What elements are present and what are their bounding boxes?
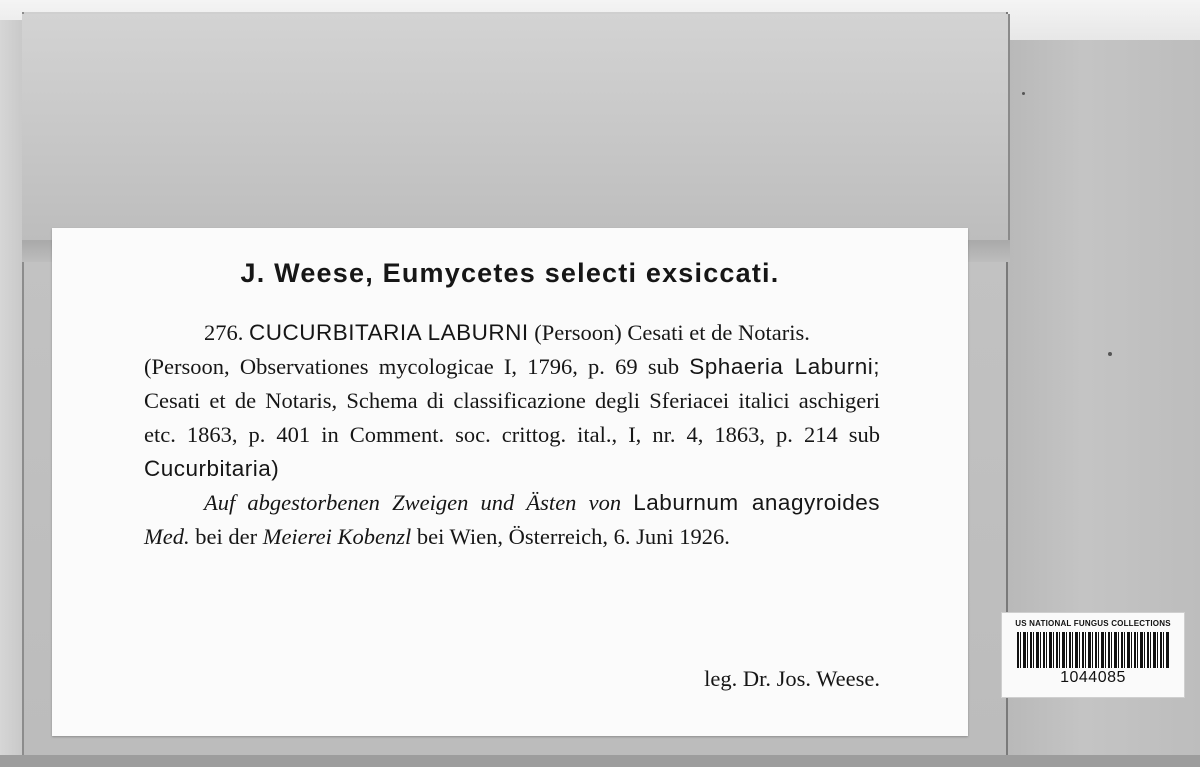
label-body — [144, 316, 880, 554]
habitat-text-3: bei Wien, Österreich, 6. Juni 1926. — [416, 524, 730, 549]
species-line — [144, 316, 880, 350]
barcode-header: US NATIONAL FUNGUS COLLECTIONS — [1015, 619, 1171, 628]
host-authority: Med. — [144, 524, 190, 549]
collector: leg. Dr. Jos. Weese. — [704, 666, 880, 691]
species-authority: (Persoon) Cesati et de Notaris. — [534, 320, 810, 345]
barcode-number: 1044085 — [1060, 669, 1126, 686]
left-folder-edge — [0, 20, 22, 767]
herbarium-label — [52, 228, 968, 736]
basionym: Sphaeria Laburni; — [689, 354, 880, 379]
reference-1: (Persoon, Observationes mycologicae I, 1796, p. 69 sub — [144, 354, 680, 379]
habitat-text-1: Auf abgestorbenen Zweigen und Ästen von — [204, 490, 622, 515]
reference-paragraph — [144, 350, 880, 486]
paper-speck — [1022, 92, 1025, 95]
envelope-flap — [22, 14, 1010, 242]
locality: Meierei Kobenzl — [262, 524, 412, 549]
barcode-icon — [1017, 632, 1169, 668]
barcode-tag — [1001, 612, 1185, 698]
habitat-paragraph — [144, 486, 880, 554]
reference-genus: Cucurbitaria) — [144, 456, 280, 481]
host-name: Laburnum anagyroides — [633, 490, 880, 515]
paper-speck — [1108, 352, 1112, 356]
bottom-edge — [0, 755, 1200, 767]
reference-2: Cesati et de Notaris, Schema di classificazione degli Sferiacei italici aschigeri etc. 1863, p. 401 in Comment. soc. crittog. ital., I, nr. 4, 1863, p. 214 sub — [144, 388, 880, 447]
habitat-text-2: bei der — [195, 524, 258, 549]
label-title: J. Weese, Eumycetes selecti exsiccati. — [240, 258, 780, 288]
entry-number: 276. — [204, 320, 244, 345]
species-name: CUCURBITARIA LABURNI — [249, 320, 529, 345]
